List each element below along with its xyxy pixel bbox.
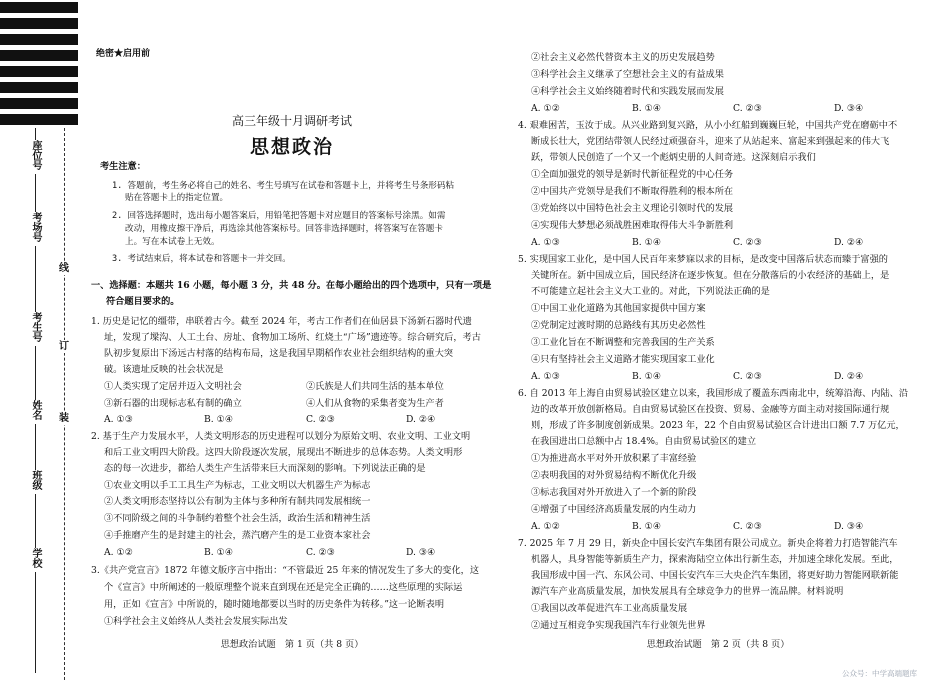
notice-line: 2. 回答选择题时，选出每小题答案后，用铅笔把答题卡对应题目的答案标号涂黑。如需: [112, 211, 446, 221]
watermark: 公众号：中学高端题库: [842, 669, 917, 678]
q2-choice-c[interactable]: C. ②③: [306, 547, 336, 558]
q3-choice-c[interactable]: C. ②③: [733, 103, 763, 114]
notice-line: 贴在答题卡上的指定位置。: [125, 193, 229, 203]
q3-choice-b[interactable]: B. ①④: [632, 103, 662, 114]
student-number-text: 考生号: [30, 312, 41, 342]
subject-title: 思想政治: [249, 136, 334, 158]
section-title: 一、选择题：本题共 16 小题，每小题 3 分，共 48 分。在每小题给出的四个选项中，只有一项是: [91, 280, 492, 291]
q2-line: 和后工业文明四大阶段。这四大阶段逐次发展，展现出不断进步的总体态势。人类文明形: [104, 447, 463, 458]
q2-option[interactable]: ③不同阶级之间的斗争制约着整个社会生活，政治生活和精神生活: [104, 513, 371, 524]
q1-choice-a[interactable]: A. ①③: [104, 414, 133, 425]
q3-line: 用，正如《宣言》中所说的，随时随地都要以当时的历史条件为转移。”这一论断表明: [104, 599, 445, 610]
school-label-text: 学校: [30, 548, 41, 568]
q6-option[interactable]: ①为推进高水平对外开放积累了丰富经验: [531, 453, 697, 464]
q4-option[interactable]: ①全面加强党的领导是新时代新征程党的中心任务: [531, 169, 734, 180]
q7-option[interactable]: ①我国以改革促进汽车工业高质量发展: [531, 603, 688, 614]
q4-option[interactable]: ③党始终以中国特色社会主义理论引领时代的发展: [531, 203, 734, 214]
notice-line: 1. 答题前，考生务必将自己的姓名、考生号填写在试卷和答题卡上，并将考生号条形码粘: [112, 181, 455, 191]
q3-line: 3.《共产党宣言》1872 年德文版序言中指出：“不管最近 25 年来的情况发生了多大的变化，这: [91, 565, 480, 576]
cut-mark-pack: 装: [59, 413, 69, 424]
q5-choice-b[interactable]: B. ①④: [632, 371, 662, 382]
q5-choice-d[interactable]: D. ②④: [834, 371, 864, 382]
exam-title: 高三年级十月调研考试: [231, 114, 352, 128]
room-label-text: 考场号: [30, 212, 41, 242]
q3-choice-a[interactable]: A. ①②: [531, 103, 560, 114]
q5-option[interactable]: ③工业化旨在不断调整和完善我国的生产关系: [531, 337, 715, 348]
q2-option[interactable]: ①农业文明以手工工具生产为标志，工业文明以大机器生产为标志: [104, 480, 371, 491]
q6-line: 则，形成了许多制度创新成果。2023 年，22 个自由贸易试验区合计进出口额 7.7 万亿元，: [531, 420, 905, 431]
cut-mark-line: 线: [59, 263, 69, 274]
q4-choice-c[interactable]: C. ②③: [733, 237, 763, 248]
q3-option[interactable]: ④科学社会主义始终随着时代和实践发展而发展: [531, 86, 724, 97]
q5-option[interactable]: ②党制定过渡时期的总路线有其历史必然性: [531, 320, 706, 331]
q7-option[interactable]: ②通过互相竞争实现我国汽车行业领先世界: [531, 620, 706, 631]
q2-option[interactable]: ②人类文明形态坚持以公有制为主体与多种所有制共同发展相统一: [104, 496, 371, 507]
q3-option[interactable]: ①科学社会主义始终从人类社会发展实际出发: [104, 616, 288, 627]
q4-choice-d[interactable]: D. ②④: [834, 237, 864, 248]
q1-option[interactable]: ①人类实现了定居并迈入文明社会: [104, 381, 242, 392]
q5-line: 5. 实现国家工业化，是中国人民百年来梦寐以求的目标，是改变中国落后状态而臻于富强的: [518, 254, 888, 265]
q4-option[interactable]: ②中国共产党领导是我们不断取得胜利的根本所在: [531, 186, 734, 197]
q2-choice-a[interactable]: A. ①②: [104, 547, 133, 558]
q4-line: 跃，带领人民创造了一个又一个彪炳史册的人间奇迹。这深刻启示我们: [531, 152, 816, 163]
notice-line: 改动，用橡皮擦干净后，再选涂其他答案标号。回答非选择题时，将答案写在答题卡: [125, 224, 443, 234]
cut-line: [64, 128, 65, 680]
q2-choice-d[interactable]: D. ③④: [406, 547, 436, 558]
q6-line: 6. 自 2013 年上海自由贸易试验区建立以来，我国形成了覆盖东西南北中，统筹沿海、内陆、沿: [518, 388, 909, 399]
q1-option[interactable]: ②氏族是人们共同生活的基本单位: [306, 381, 444, 392]
q7-line: 7. 2025 年 7 月 29 日，新央企中国长安汽车集团有限公司成立。新央企将着力打造智能汽车: [518, 538, 898, 549]
q6-choice-a[interactable]: A. ①②: [531, 521, 560, 532]
q6-line: 在我国进出口总额中占 18.4%。自由贸易试验区的建立: [531, 436, 757, 447]
q1-line: 1. 历史是记忆的缰带，串联着古今。截至 2024 年，考古工作者们在仙居县下汤新石器时代遗: [91, 316, 472, 327]
name-label-text: 姓名: [30, 400, 41, 420]
page-1-footer: 思想政治试题 第 1 页（共 8 页）: [220, 639, 364, 650]
q5-line: 关键所在。新中国成立后，国民经济在逐步恢复。但在分散落后的小农经济的基础上，是: [531, 270, 890, 281]
class-label-text: 班级: [30, 470, 41, 490]
q1-choice-c[interactable]: C. ②③: [306, 414, 336, 425]
q6-choice-d[interactable]: D. ③④: [834, 521, 864, 532]
q2-choice-b[interactable]: B. ①④: [204, 547, 234, 558]
q3-line: 个《宣言》中所阐述的一般原理整个说来直到现在还是完全正确的……这些原理的实际运: [104, 582, 463, 593]
q1-option[interactable]: ③新石器的出现标志私有制的确立: [104, 398, 242, 409]
q1-line: 址，发现了墚沟、人工土台、房址、食物加工场所、红烧土“广场”遗迹等。综合研究后，考古: [104, 332, 481, 343]
q2-line: 态的每一次进步，都给人类生产生活带来巨大而深刻的影响。下列说法正确的是: [104, 463, 426, 474]
notice-line: 上。写在本试卷上无效。: [125, 237, 220, 247]
q2-option[interactable]: ④手推磨产生的是封建主的社会，蒸汽磨产生的是工业资本家社会: [104, 530, 371, 541]
notice-line: 3. 考试结束后，将本试卷和答题卡一并交回。: [112, 254, 291, 264]
q5-choice-c[interactable]: C. ②③: [733, 371, 763, 382]
cut-mark-bind: 订: [59, 341, 69, 352]
q5-option[interactable]: ①中国工业化道路为其他国家提供中国方案: [531, 303, 706, 314]
q3-choice-d[interactable]: D. ③④: [834, 103, 864, 114]
q1-line: 队初步复原出下汤远古村落的结构布局，这是我国早期稻作农业社会组织结构的重大突: [104, 348, 454, 359]
q2-line: 2. 基于生产力发展水平，人类文明形态的历史进程可以划分为原始文明、农业文明、工业文明: [91, 431, 471, 442]
q1-option[interactable]: ④人们从食物的采集者变为生产者: [306, 398, 444, 409]
q7-line: 我国形成中国一汽、东风公司、中国长安汽车三大央企汽车集团，将更好助力智能网联新能: [531, 570, 899, 581]
q4-option[interactable]: ④实现伟大梦想必须战胜困难取得伟大斗争新胜利: [531, 220, 734, 231]
q6-choice-b[interactable]: B. ①④: [632, 521, 662, 532]
q6-option[interactable]: ④增强了中国经济高质量发展的内生动力: [531, 504, 697, 515]
q3-option[interactable]: ③科学社会主义继承了空想社会主义的有益成果: [531, 69, 724, 80]
seat-label-text: 座位号: [30, 140, 41, 170]
q6-option[interactable]: ③标志我国对外开放进入了一个新的阶段: [531, 487, 697, 498]
q1-choice-d[interactable]: D. ②④: [406, 414, 436, 425]
q6-line: 边的改革开放创新格局。自由贸易试验区在投资、贸易、金融等方面主动对接国际通行规: [531, 404, 890, 415]
q7-line: 机器人，具身智能等新质生产力，探索海陆空立体出行新生态，并加速全球化发展。至此，: [531, 554, 899, 565]
q5-option[interactable]: ④只有坚持社会主义道路才能实现国家工业化: [531, 354, 715, 365]
q5-line: 不可能建立起社会主义大工业的。对此，下列说法正确的是: [531, 286, 770, 297]
page-2-footer: 思想政治试题 第 2 页（共 8 页）: [646, 639, 790, 650]
q4-line: 断成长壮大，党团结带领人民经过顽强奋斗，迎来了从站起来、富起来到强起来的伟大飞: [531, 136, 890, 147]
q1-choice-b[interactable]: B. ①④: [204, 414, 234, 425]
q4-line: 4. 艰难困苦，玉汝于成。从兴业路到复兴路，从小小红船到巍巍巨轮，中国共产党在磨砺中不: [518, 120, 898, 131]
q6-option[interactable]: ②表明我国的对外贸易结构不断优化升级: [531, 470, 697, 481]
q6-choice-c[interactable]: C. ②③: [733, 521, 763, 532]
q3-option[interactable]: ②社会主义必然代替资本主义的历史发展趋势: [531, 52, 715, 63]
q7-line: 源汽车产业高质量发展，加快发展具有全球竞争力的世界一流品牌。材料说明: [531, 586, 844, 597]
q4-choice-a[interactable]: A. ①③: [531, 237, 560, 248]
notice-heading: 考生注意：: [100, 161, 146, 172]
q4-choice-b[interactable]: B. ①④: [632, 237, 662, 248]
q1-line: 破。该遗址反映的社会状况是: [104, 364, 224, 375]
section-title-cont: 符合题目要求的。: [106, 296, 180, 307]
q5-choice-a[interactable]: A. ①③: [531, 371, 560, 382]
secret-label: 绝密★启用前: [96, 49, 151, 59]
